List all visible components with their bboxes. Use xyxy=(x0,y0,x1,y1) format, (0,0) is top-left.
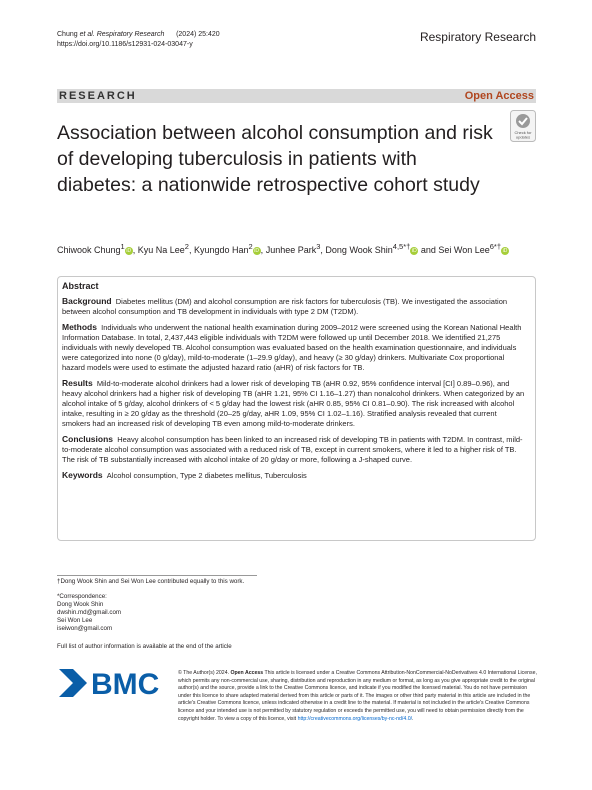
article-type-label: RESEARCH xyxy=(59,90,137,102)
correspondence-name: Dong Wook Shin xyxy=(57,601,104,608)
badge-line1: Check for xyxy=(514,130,532,135)
abstract-background xyxy=(62,296,527,317)
conclusions-label: Conclusions xyxy=(62,434,114,444)
abstract-heading: Abstract xyxy=(62,281,99,291)
author-name[interactable]: Dong Wook Shin xyxy=(325,245,393,255)
citation-journal: Respiratory Research xyxy=(94,31,165,38)
correspondence-email[interactable]: iseiwon@gmail.com xyxy=(57,625,113,632)
bmc-logo[interactable] xyxy=(57,665,167,701)
license-link[interactable]: http://creativecommons.org/licenses/by-nc-nd/4.0/ xyxy=(297,715,413,722)
correspondence-heading: *Correspondence: xyxy=(57,593,107,600)
copyright-notice: © The Author(s) 2024. xyxy=(178,670,231,676)
author-name[interactable]: Junhee Park xyxy=(265,245,317,255)
abstract-methods xyxy=(62,322,527,373)
abstract-results xyxy=(62,378,527,429)
citation-header xyxy=(57,30,220,50)
check-for-updates-icon xyxy=(510,110,536,142)
abstract-box xyxy=(57,276,536,541)
abstract-conclusions xyxy=(62,434,527,465)
author-list: Chiwook Chung$^1$ iD , Kyu Na Lee$^2$, Kyungdo Han$^2$ iD , Junhee Park$^3$, Dong Wook Shin$^{4,5*\dagger}$ iD and Sei Won Lee$^{6*\dagger}$ iD xyxy=(57,242,508,255)
author-affiliation: 4,5*† xyxy=(392,242,411,251)
conclusions-text: Heavy alcohol consumption has been linked to an increased risk of developing TB in patients with T2DM. In contrast, mild-to-moderate alcohol consumption was associated with a reduced risk of TB, except in current smokers, where it led to a higher risk of TB. The risk of TB substantially increased with alcohol intake of 20 g/day or more, following a J-shaped curve. xyxy=(62,435,523,464)
keywords-text: Alcohol consumption, Type 2 diabetes mellitus, Tuberculosis xyxy=(106,471,307,480)
methods-label: Methods xyxy=(62,322,97,332)
orcid-icon[interactable]: iD xyxy=(411,247,417,254)
author-name[interactable]: Sei Won Lee xyxy=(438,245,490,255)
results-text: Mild-to-moderate alcohol drinkers had a lower risk of developing TB (aHR 0.92, 95% confidence interval [CI] 0.89–0.96), and heavy alcohol drinkers had a higher risk of developing TB (aHR 1.21, 95% CI 1.16–1.27) than nonalcohol drinkers. When categorized by an alcohol intake of 5 g/day, alcohol drinkers of < 5 g/day had the lowest risk (aHR 0.85, 95% CI 0.81–0.90). The risk increased with alcohol intake, resulting in ≥ 20 g/day as the threshold (20–25 g/day, aHR 1.09, 95% CI 1.02–1.16). Stratified analysis revealed that current smokers had an increased risk of developing TB even among mild-to-moderate drinkers. xyxy=(62,379,525,428)
author-affiliation: 1 xyxy=(120,242,125,251)
keywords-label: Keywords xyxy=(62,470,103,480)
open-access-label: Open Access xyxy=(464,90,534,102)
journal-name: Respiratory Research xyxy=(419,30,536,44)
equal-contribution-note: †Dong Wook Shin and Sei Won Lee contributed equally to this work. xyxy=(57,578,245,585)
results-label: Results xyxy=(62,378,93,388)
author-affiliation: 3 xyxy=(316,242,321,251)
orcid-icon[interactable]: iD xyxy=(502,247,508,254)
license-open-access: Open Access xyxy=(230,670,264,676)
author-name[interactable]: Kyungdo Han xyxy=(193,245,249,255)
doi-link[interactable]: https://doi.org/10.1186/s12931-024-03047-y xyxy=(57,41,193,48)
license-body: This article is licensed under a Creative Commons Attribution-NonCommercial-NoDerivatives 4.0 International License, which permits any non-commercial use, sharing, distribution and reproduction in any medium or format, as long as you give appropriate credit to the original author(s) and the source, provide a link to the Creative Commons licence, and indicate if you modified the licensed material. You do not have permission under this licence to share adapted material derived from this article or parts of it. The images or other third party material in this article are included in the article's Creative Commons licence, unless indicated otherwise in a credit line to the material. If material is not included in the article's Creative Commons licence and your intended use is not permitted by statutory regulation or exceeds the permitted use, you will need to obtain permission directly from the copyright holder. To view a copy of this licence, visit xyxy=(178,670,537,722)
correspondence-block xyxy=(57,593,121,633)
author-affiliation: 2 xyxy=(248,242,253,251)
author-affiliation: 6*† xyxy=(489,242,502,251)
citation-year-volume: (2024) 25:420 xyxy=(164,31,220,38)
methods-text: Individuals who underwent the national health examination during 2009–2012 were screened using the Korean National Health Information Database. In total, 2,437,443 eligible individuals with T2DM were followed up until December 2018. We identified 21,275 individuals with newly developed TB. Alcohol consumption was evaluated based on the health examination questionnaire, and individuals were categorized into none (0 g/day), mild-to-moderate (1–29.9 g/day), and heavy (≥ 30 g/day) drinkers. Multivariate Cox proportional hazard models were used to estimate the adjusted hazard ratio (aHR) of risk factors for TB. xyxy=(62,323,522,372)
correspondence-email[interactable]: dwshin.md@gmail.com xyxy=(57,609,122,616)
author-name[interactable]: Kyu Na Lee xyxy=(137,245,185,255)
badge-line2: updates xyxy=(515,134,531,140)
orcid-icon[interactable]: iD xyxy=(254,247,260,254)
citation-authors: Chung xyxy=(57,31,80,38)
check-for-updates-badge[interactable] xyxy=(510,110,536,142)
bmc-wordmark: BMC xyxy=(91,668,160,701)
bmc-logo-icon xyxy=(57,665,167,701)
author-info-note: Full list of author information is available at the end of the article xyxy=(57,643,232,650)
article-title: Association between alcohol consumption and risk of developing tuberculosis in patients with diabetes: a nationwide retrospective cohort study xyxy=(57,122,493,196)
author-affiliation: 2 xyxy=(184,242,189,251)
background-label: Background xyxy=(62,296,112,306)
footnote-rule xyxy=(57,575,257,576)
license-end: . xyxy=(412,715,414,722)
and-word: and xyxy=(420,245,436,255)
abstract-keywords xyxy=(62,470,527,481)
orcid-icon[interactable]: iD xyxy=(126,247,132,254)
author-name[interactable]: Chiwook Chung xyxy=(57,245,121,255)
citation-etal: et al. xyxy=(79,31,95,38)
section-bar xyxy=(57,89,536,103)
background-text: Diabetes mellitus (DM) and alcohol consumption are risk factors for tuberculosis (TB). We investigated the association between alcohol consumption and TB development in individuals with type 2 DM (T2DM). xyxy=(62,297,508,316)
license-text xyxy=(178,670,538,723)
correspondence-name: Sei Won Lee xyxy=(57,617,93,624)
